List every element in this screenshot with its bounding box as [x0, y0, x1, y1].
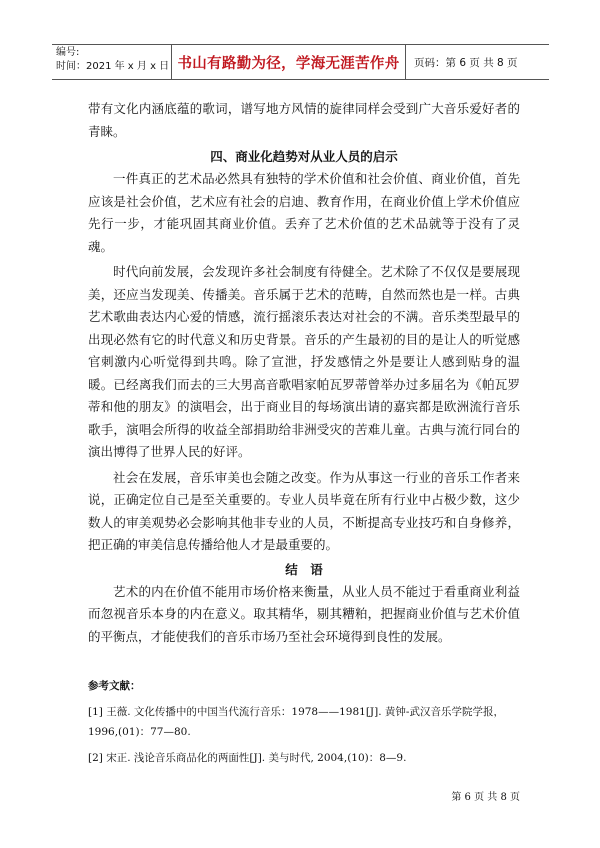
- page-footer: 第 6 页 共 8 页: [451, 792, 520, 803]
- references-title: 参考文献：: [88, 680, 141, 692]
- paragraph-5: 艺术的内在价值不能用市场价格来衡量，从业人员不能过于看重商业利益而忽视音乐本身的内在意义。取其精华，剔其糟粕，把握商业价值与艺术价值的平衡点，才能使我们的音乐市场乃至社会环境得到良性的发展。: [88, 583, 520, 644]
- reference-item: [2] 宋正. 浅论音乐商品化的两面性[J]. 美与时代, 2004,(10)：8—9.: [88, 752, 407, 764]
- section-heading-4: 四、商业化趋势对从业人员的启示: [210, 149, 398, 164]
- page-header: [52, 44, 549, 80]
- references-section: [88, 676, 520, 768]
- conclusion-heading: 结 语: [285, 561, 323, 577]
- reference-item: [1] 王薇. 文化传播中的中国当代流行音乐：1978——1981[J]. 黄钟-武汉音乐学院学报，1996,(01)：77—80.: [88, 706, 504, 738]
- header-page-number: 页码：第 6 页 共 8 页: [414, 56, 518, 69]
- paragraph-4: 社会在发展，音乐审美也会随之改变。作为从事这一行业的音乐工作者来说，正确定位自己是至关重要的。专业人员毕竟在所有行业中占极少数，这少数人的审美观势必会影响其他非专业的人员，不断提高专业技巧和自身修养，把正确的审美信息传播给他人才是最重要的。: [88, 469, 520, 552]
- paragraph-3: 时代向前发展，会发现许多社会制度有待健全。艺术除了不仅仅是要展现美，还应当发现美、传播美。音乐属于艺术的范畴，自然而然也是一样。古典艺术歌曲表达内心爱的情感，流行摇滚乐表达对社会的不满。音乐类型最早的出现必然有它的时代意义和历史背景。音乐的产生最初的目的是让人的听觉感官刺激内心听觉得到共鸣。除了宣泄，抒发感情之外是要让人感到贴身的温暖。已经离我们而去的三大男高音歌唱家帕瓦罗蒂曾举办过多届名为《帕瓦罗蒂和他的朋友》的演唱会，出于商业目的每场演出请的嘉宾都是欧洲流行音乐歌手，演唱会所得的收益全部捐助给非洲受灾的苦难儿童。古典与流行同台的演出博得了世界人民的好评。: [88, 264, 520, 459]
- paragraph-2: 一件真正的艺术品必然具有独特的学术价值和社会价值、商业价值，首先应该是社会价值，艺术应有社会的启迪、教育作用，在商业价值上学术价值应先行一步，才能巩固其商业价值。丢弃了艺术价值的艺术品就等于没有了灵魂。: [88, 171, 520, 254]
- header-meta: [52, 45, 172, 79]
- document-time: 时间：2021 年 x 月 x 日: [56, 61, 170, 72]
- paragraph-1: 带有文化内涵底蕴的歌词，谱写地方风情的旋律同样会受到广大音乐爱好者的青睐。: [88, 101, 520, 139]
- document-number: 编号:: [56, 47, 80, 58]
- header-motto: 书山有路勤为径，学海无涯苦作舟: [172, 45, 406, 79]
- article-body: [88, 98, 520, 648]
